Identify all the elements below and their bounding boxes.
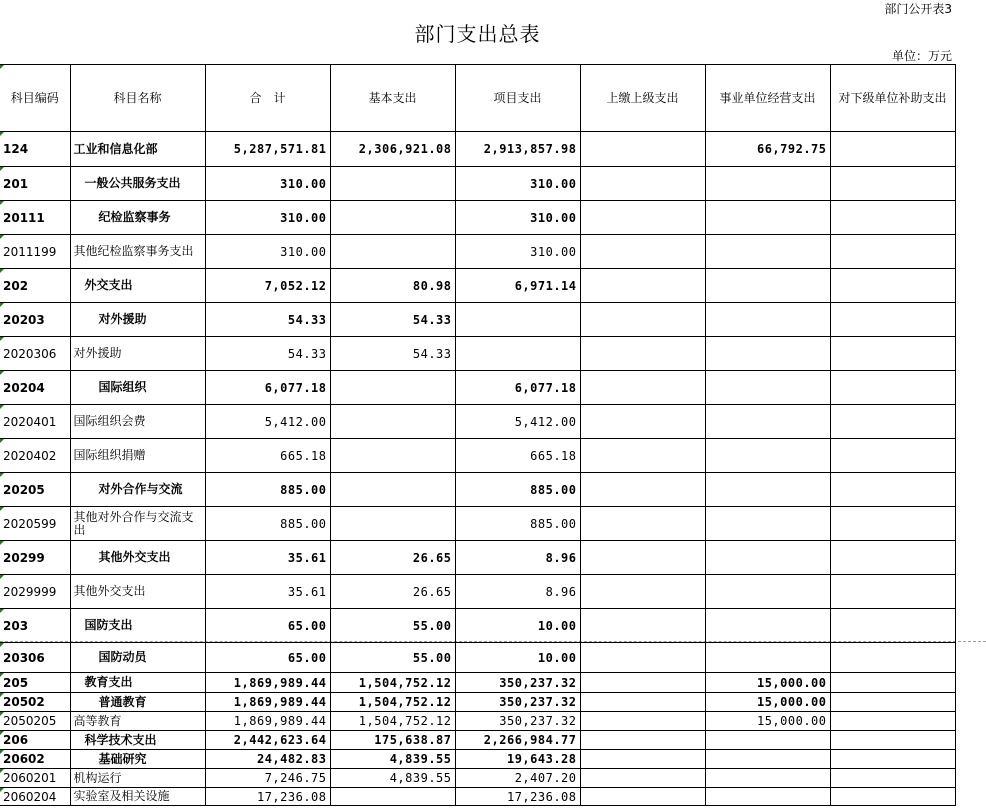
cell-operating [705,507,830,541]
header-code: 科目编码 [0,65,70,132]
cell-name: 高等教育 [70,712,205,731]
cell-project: 2,913,857.98 [455,132,580,167]
form-number: 部门公开表3 [884,2,952,16]
cell-project: 310.00 [455,201,580,235]
cell-upper [580,269,705,303]
cell-code: 2020599 [0,507,70,541]
cell-total: 6,077.18 [205,371,330,405]
cell-name: 国际组织 [70,371,205,405]
cell-name: 实验室及相关设施 [70,788,205,806]
cell-code: 2060204 [0,788,70,806]
cell-basic: 55.00 [330,609,455,643]
table-row [0,693,955,712]
cell-code: 2029999 [0,575,70,609]
cell-operating: 15,000.00 [705,693,830,712]
table-row [0,167,955,201]
header-name: 科目名称 [70,65,205,132]
cell-upper [580,167,705,201]
cell-name: 机构运行 [70,769,205,788]
cell-subsidy [830,269,955,303]
cell-operating [705,731,830,750]
cell-basic [330,507,455,541]
cell-upper [580,235,705,269]
cell-total: 17,236.08 [205,788,330,806]
cell-subsidy [830,643,955,673]
table-row [0,507,955,541]
header-operating: 事业单位经营支出 [705,65,830,132]
cell-operating [705,371,830,405]
cell-total: 24,482.83 [205,750,330,769]
cell-code: 201 [0,167,70,201]
cell-project: 350,237.32 [455,673,580,693]
cell-code: 124 [0,132,70,167]
cell-code: 2020401 [0,405,70,439]
cell-project: 19,643.28 [455,750,580,769]
cell-total: 310.00 [205,201,330,235]
cell-total: 65.00 [205,609,330,643]
cell-operating [705,439,830,473]
cell-name: 国防动员 [70,643,205,673]
cell-operating [705,167,830,201]
cell-upper [580,643,705,673]
cell-upper [580,337,705,371]
table-row [0,439,955,473]
cell-subsidy [830,132,955,167]
cell-project: 17,236.08 [455,788,580,806]
cell-code: 2020306 [0,337,70,371]
cell-project: 8.96 [455,541,580,575]
cell-name: 科学技术支出 [70,731,205,750]
cell-basic [330,439,455,473]
cell-basic [330,167,455,201]
cell-subsidy [830,405,955,439]
cell-operating [705,788,830,806]
cell-upper [580,541,705,575]
cell-operating [705,405,830,439]
cell-name: 纪检监察事务 [70,201,205,235]
cell-operating [705,201,830,235]
header-project: 项目支出 [455,65,580,132]
cell-code: 20203 [0,303,70,337]
cell-operating [705,609,830,643]
cell-code: 2011199 [0,235,70,269]
table-row [0,788,955,806]
cell-name: 一般公共服务支出 [70,167,205,201]
table-row [0,712,955,731]
cell-project [455,303,580,337]
cell-subsidy [830,303,955,337]
cell-operating [705,303,830,337]
cell-basic [330,235,455,269]
cell-basic: 80.98 [330,269,455,303]
cell-basic: 54.33 [330,337,455,371]
cell-subsidy [830,473,955,507]
cell-basic: 4,839.55 [330,769,455,788]
cell-upper [580,788,705,806]
cell-upper [580,731,705,750]
table-row [0,575,955,609]
page-title: 部门支出总表 [414,22,541,46]
cell-project: 665.18 [455,439,580,473]
cell-operating [705,643,830,673]
cell-code: 20111 [0,201,70,235]
cell-name: 其他对外合作与交流支出 [70,507,205,541]
cell-code: 20205 [0,473,70,507]
header-total: 合 计 [205,65,330,132]
table-row [0,337,955,371]
cell-subsidy [830,371,955,405]
cell-code: 20502 [0,693,70,712]
cell-upper [580,673,705,693]
cell-total: 54.33 [205,337,330,371]
cell-total: 2,442,623.64 [205,731,330,750]
cell-code: 20299 [0,541,70,575]
table-row [0,405,955,439]
cell-basic [330,201,455,235]
cell-project: 6,971.14 [455,269,580,303]
cell-total: 7,246.75 [205,769,330,788]
cell-operating: 15,000.00 [705,712,830,731]
cell-subsidy [830,673,955,693]
cell-operating [705,769,830,788]
cell-project: 350,237.32 [455,712,580,731]
cell-total: 35.61 [205,575,330,609]
cell-operating: 15,000.00 [705,673,830,693]
cell-basic: 26.65 [330,541,455,575]
cell-total: 885.00 [205,507,330,541]
cell-subsidy [830,439,955,473]
cell-basic: 4,839.55 [330,750,455,769]
cell-subsidy [830,235,955,269]
cell-name: 国际组织捐赠 [70,439,205,473]
cell-basic [330,788,455,806]
table-row [0,132,955,167]
cell-subsidy [830,693,955,712]
cell-total: 35.61 [205,541,330,575]
cell-upper [580,473,705,507]
cell-code: 2020402 [0,439,70,473]
cell-basic: 1,504,752.12 [330,712,455,731]
table-row [0,643,955,673]
cell-project [455,337,580,371]
cell-total: 5,412.00 [205,405,330,439]
cell-code: 206 [0,731,70,750]
cell-code: 203 [0,609,70,643]
cell-upper [580,769,705,788]
cell-code: 2060201 [0,769,70,788]
unit-label: 单位：万元 [891,49,952,63]
cell-basic [330,371,455,405]
cell-subsidy [830,712,955,731]
cell-subsidy [830,788,955,806]
cell-basic [330,405,455,439]
cell-total: 310.00 [205,235,330,269]
cell-upper [580,609,705,643]
header-basic: 基本支出 [330,65,455,132]
cell-subsidy [830,337,955,371]
cell-upper [580,405,705,439]
cell-operating [705,337,830,371]
cell-upper [580,303,705,337]
header-row [0,65,955,132]
cell-operating [705,541,830,575]
cell-code: 20204 [0,371,70,405]
cell-subsidy [830,201,955,235]
cell-subsidy [830,769,955,788]
cell-name: 普通教育 [70,693,205,712]
cell-total: 5,287,571.81 [205,132,330,167]
cell-project: 2,407.20 [455,769,580,788]
cell-project: 10.00 [455,643,580,673]
cell-basic: 1,504,752.12 [330,673,455,693]
cell-project: 5,412.00 [455,405,580,439]
cell-name: 国际组织会费 [70,405,205,439]
cell-name: 基础研究 [70,750,205,769]
cell-name: 对外援助 [70,337,205,371]
cell-upper [580,750,705,769]
cell-basic: 55.00 [330,643,455,673]
cell-upper [580,132,705,167]
table-row [0,473,955,507]
cell-code: 202 [0,269,70,303]
cell-name: 对外合作与交流 [70,473,205,507]
table-row [0,769,955,788]
cell-operating: 66,792.75 [705,132,830,167]
cell-upper [580,371,705,405]
cell-upper [580,575,705,609]
cell-subsidy [830,507,955,541]
cell-project: 6,077.18 [455,371,580,405]
cell-name: 对外援助 [70,303,205,337]
cell-basic: 54.33 [330,303,455,337]
cell-project: 885.00 [455,507,580,541]
cell-operating [705,269,830,303]
cell-total: 65.00 [205,643,330,673]
cell-basic [330,473,455,507]
table-row [0,750,955,769]
cell-basic: 1,504,752.12 [330,693,455,712]
cell-project: 8.96 [455,575,580,609]
cell-project: 310.00 [455,167,580,201]
cell-project: 885.00 [455,473,580,507]
cell-total: 54.33 [205,303,330,337]
cell-operating [705,575,830,609]
cell-operating [705,473,830,507]
cell-name: 其他外交支出 [70,541,205,575]
cell-subsidy [830,750,955,769]
cell-total: 7,052.12 [205,269,330,303]
cell-project: 310.00 [455,235,580,269]
cell-code: 205 [0,673,70,693]
cell-total: 885.00 [205,473,330,507]
header-upper: 上缴上级支出 [580,65,705,132]
table-row [0,731,955,750]
cell-project: 2,266,984.77 [455,731,580,750]
cell-subsidy [830,541,955,575]
cell-project: 10.00 [455,609,580,643]
cell-name: 其他外交支出 [70,575,205,609]
table-row [0,303,955,337]
cell-subsidy [830,731,955,750]
cell-total: 310.00 [205,167,330,201]
cell-subsidy [830,609,955,643]
cell-total: 1,869,989.44 [205,712,330,731]
table-row [0,609,955,643]
cell-code: 20306 [0,643,70,673]
cell-subsidy [830,167,955,201]
cell-basic: 175,638.87 [330,731,455,750]
cell-name: 工业和信息化部 [70,132,205,167]
cell-operating [705,235,830,269]
cell-total: 1,869,989.44 [205,673,330,693]
cell-name: 其他纪检监察事务支出 [70,235,205,269]
cell-project: 350,237.32 [455,693,580,712]
expenditure-table [0,64,956,806]
cell-total: 1,869,989.44 [205,693,330,712]
cell-basic: 26.65 [330,575,455,609]
cell-name: 外交支出 [70,269,205,303]
cell-total: 665.18 [205,439,330,473]
cell-upper [580,507,705,541]
table-row [0,201,955,235]
header-subsidy: 对下级单位补助支出 [830,65,955,132]
cell-upper [580,712,705,731]
cell-subsidy [830,575,955,609]
cell-upper [580,201,705,235]
cell-basic: 2,306,921.08 [330,132,455,167]
cell-name: 国防支出 [70,609,205,643]
table-row [0,673,955,693]
table-row [0,269,955,303]
cell-operating [705,750,830,769]
cell-upper [580,693,705,712]
table-row [0,371,955,405]
cell-code: 20602 [0,750,70,769]
cell-upper [580,439,705,473]
table-row [0,235,955,269]
table-row [0,541,955,575]
cell-code: 2050205 [0,712,70,731]
cell-name: 教育支出 [70,673,205,693]
